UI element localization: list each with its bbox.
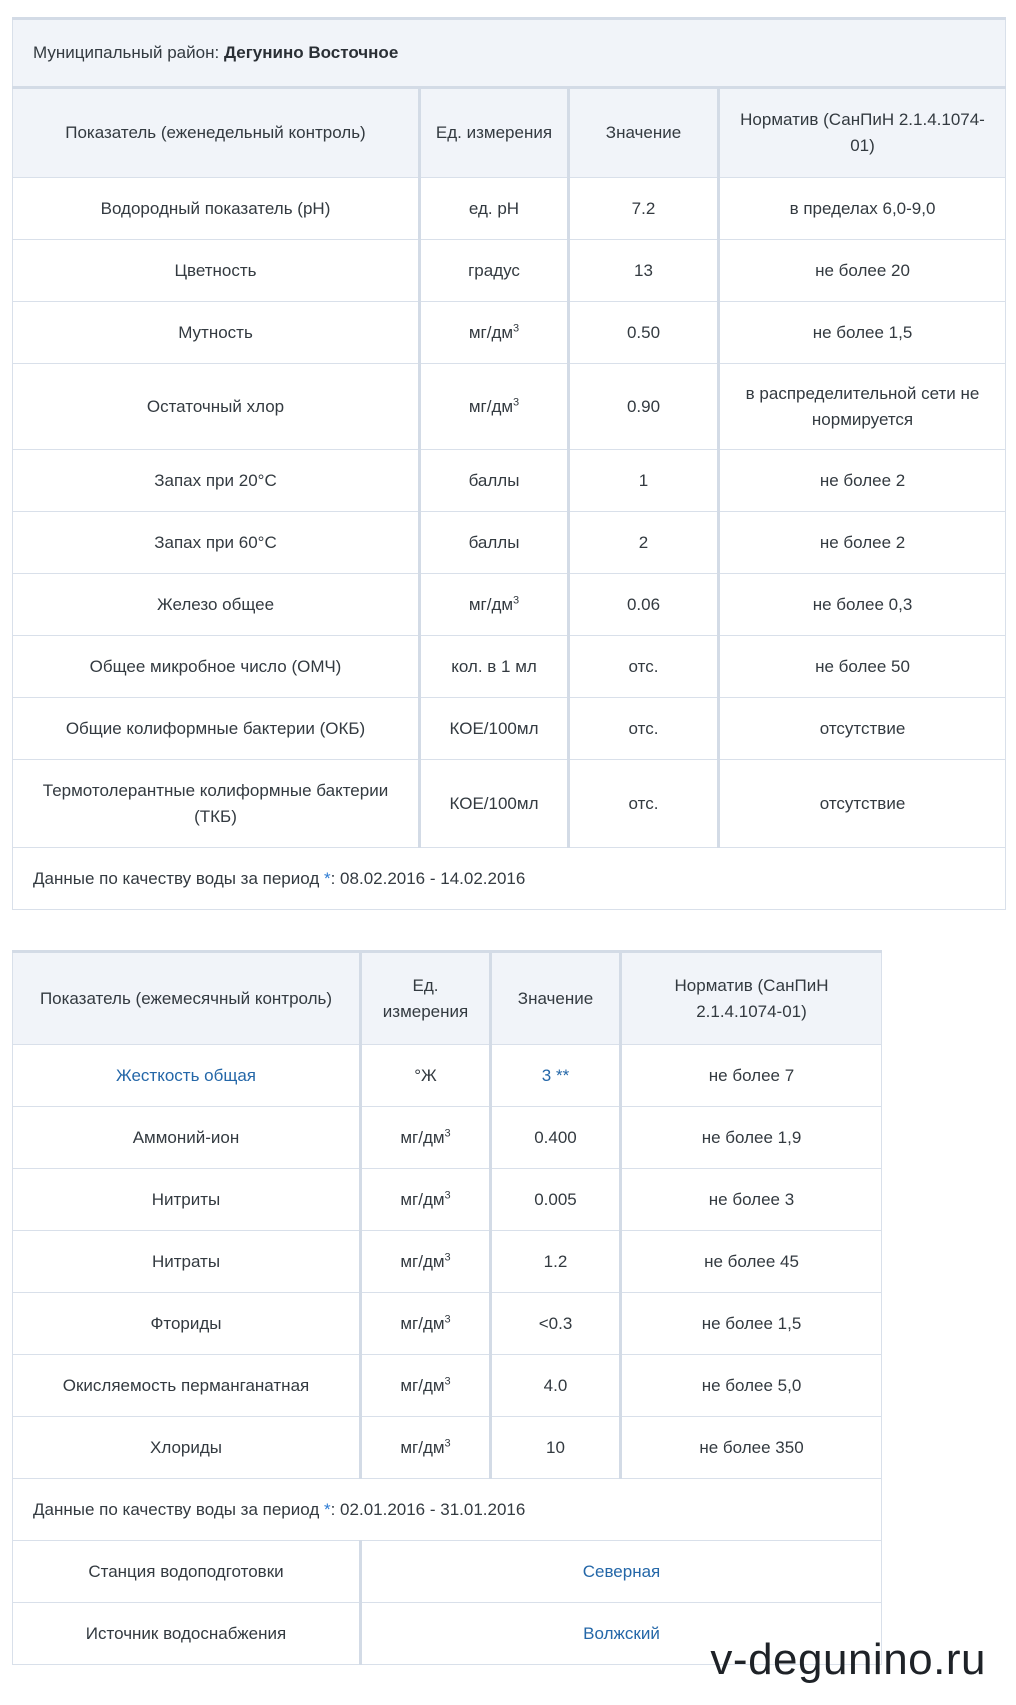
indicator-value: 1 [569,450,719,512]
indicator-name: Нитриты [13,1169,361,1231]
period-footnote-link[interactable]: * [323,1499,331,1519]
district-name: Дегунино Восточное [223,43,399,62]
indicator-unit: $мг/дм^3$ [420,364,569,450]
header-value: Значение [569,88,719,178]
indicator-name: Фториды [13,1293,361,1355]
table-row [13,636,1006,698]
indicator-value: 10 [491,1417,621,1479]
indicator-value: 0.06 [569,574,719,636]
indicator-name: Запах при 60°С [13,512,420,574]
indicator-value: отс. [569,698,719,760]
indicator-name: Цветность [13,240,420,302]
indicator-norm: в пределах 6,0-9,0 [719,178,1006,240]
indicator-value: отс. [569,760,719,848]
indicator-unit: ед. рН [420,178,569,240]
indicator-norm: не более 1,5 [621,1293,882,1355]
indicator-norm: отсутствие [719,698,1006,760]
indicator-norm: не более 1,5 [719,302,1006,364]
indicator-name: Мутность [13,302,420,364]
indicator-unit: $мг/дм^3$ [361,1417,491,1479]
indicator-unit: °Ж [361,1045,491,1107]
indicator-norm: не более 1,9 [621,1107,882,1169]
source-label: Источник водоснабжения [13,1603,361,1665]
table-row [13,1293,882,1355]
indicator-value: 1.2 [491,1231,621,1293]
header-norm: Норматив (СанПиН 2.1.4.1074-01) [621,952,882,1045]
table-row [13,698,1006,760]
indicator-unit: баллы [420,450,569,512]
table-row [13,178,1006,240]
source-link[interactable]: Волжский [361,1603,882,1665]
indicator-name: Общее микробное число (ОМЧ) [13,636,420,698]
indicator-value: 4.0 [491,1355,621,1417]
indicator-norm: не более 3 [621,1169,882,1231]
indicator-name: Окисляемость перманганатная [13,1355,361,1417]
indicator-value: 13 [569,240,719,302]
indicator-value: 0.005 [491,1169,621,1231]
station-row [13,1541,882,1603]
indicator-unit: градус [420,240,569,302]
header-indicator: Показатель (еженедельный контроль) [13,88,420,178]
header-indicator: Показатель (ежемесячный контроль) [13,952,361,1045]
indicator-value: 7.2 [569,178,719,240]
table-row [13,512,1006,574]
indicator-unit: $мг/дм^3$ [361,1355,491,1417]
hardness-value-link[interactable]: 3 ** [491,1045,621,1107]
header-value: Значение [491,952,621,1045]
indicator-norm: не более 0,3 [719,574,1006,636]
indicator-norm: в распределительной сети не нормируется [719,364,1006,450]
indicator-value: 0.400 [491,1107,621,1169]
table-row [13,302,1006,364]
indicator-name: Хлориды [13,1417,361,1479]
header-norm: Норматив (СанПиН 2.1.4.1074-01) [719,88,1006,178]
indicator-norm: не более 2 [719,512,1006,574]
indicator-unit: $мг/дм^3$ [361,1107,491,1169]
indicator-name: Аммоний-ион [13,1107,361,1169]
table-row [13,760,1006,848]
indicator-name: Нитраты [13,1231,361,1293]
indicator-value: 0.50 [569,302,719,364]
indicator-unit: кол. в 1 мл [420,636,569,698]
table-row [13,1045,882,1107]
indicator-norm: не более 45 [621,1231,882,1293]
period-range: : 02.01.2016 - 31.01.2016 [330,1499,526,1519]
table-row [13,240,1006,302]
indicator-value: отс. [569,636,719,698]
header-unit: Ед. измерения [361,952,491,1045]
indicator-norm: не более 2 [719,450,1006,512]
indicator-unit: КОЕ/100мл [420,760,569,848]
period-label: Данные по качеству воды за период [33,1499,324,1519]
indicator-name: Общие колиформные бактерии (ОКБ) [13,698,420,760]
indicator-name: Остаточный хлор [13,364,420,450]
indicator-unit: $мг/дм^3$ [361,1231,491,1293]
indicator-name: Запах при 20°С [13,450,420,512]
period-range: : 08.02.2016 - 14.02.2016 [330,868,526,888]
period-footnote-link[interactable]: * [323,868,331,888]
table-row [13,1169,882,1231]
indicator-norm: не более 50 [719,636,1006,698]
site-watermark: v-degunino.ru [710,1635,986,1684]
indicator-norm: отсутствие [719,760,1006,848]
table-row [13,1355,882,1417]
indicator-unit: баллы [420,512,569,574]
monthly-period [13,1479,882,1541]
hardness-link[interactable]: Жесткость общая [13,1045,361,1107]
table-row [13,1231,882,1293]
weekly-period [13,848,1006,910]
monthly-table [12,950,882,1665]
indicator-norm: не более 350 [621,1417,882,1479]
station-link[interactable]: Северная [361,1541,882,1603]
table-row [13,1417,882,1479]
table-row [13,450,1006,512]
indicator-norm: не более 20 [719,240,1006,302]
indicator-unit: $мг/дм^3$ [420,302,569,364]
district-row [13,19,1006,88]
table-row [13,1107,882,1169]
district-label: Муниципальный район: [33,43,220,62]
weekly-header-row [13,88,1006,178]
indicator-value: <0.3 [491,1293,621,1355]
indicator-value: 2 [569,512,719,574]
table-row [13,364,1006,450]
indicator-norm: не более 7 [621,1045,882,1107]
indicator-name: Водородный показатель (рН) [13,178,420,240]
indicator-unit: $мг/дм^3$ [361,1169,491,1231]
header-unit: Ед. измерения [420,88,569,178]
table-row [13,574,1006,636]
weekly-table [12,17,1006,910]
station-label: Станция водоподготовки [13,1541,361,1603]
indicator-name: Железо общее [13,574,420,636]
indicator-value: 0.90 [569,364,719,450]
period-label: Данные по качеству воды за период [33,868,324,888]
indicator-unit: КОЕ/100мл [420,698,569,760]
indicator-unit: $мг/дм^3$ [420,574,569,636]
monthly-header-row [13,952,882,1045]
indicator-norm: не более 5,0 [621,1355,882,1417]
indicator-unit: $мг/дм^3$ [361,1293,491,1355]
indicator-name: Термотолерантные колиформные бактерии (ТКБ) [13,760,420,848]
